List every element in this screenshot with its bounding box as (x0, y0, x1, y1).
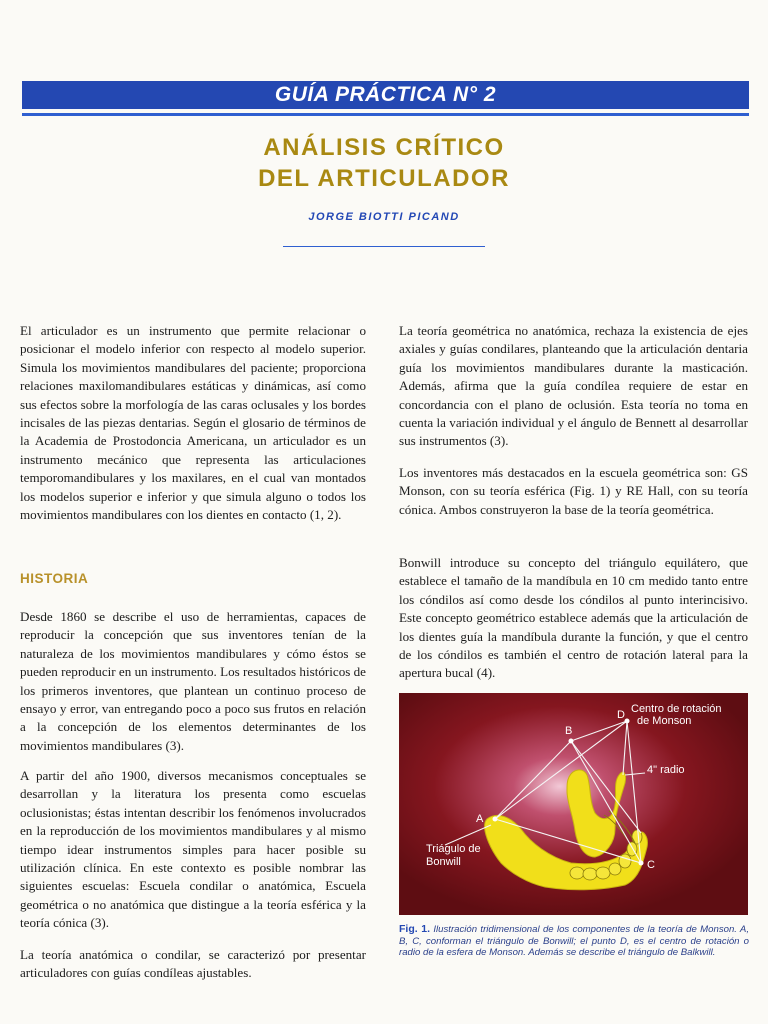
page-title-line-2: DEL ARTICULADOR (258, 165, 510, 192)
tooth (619, 854, 631, 868)
figure-number: Fig. 1. (399, 923, 431, 935)
right-text-3: Bonwill introduce su concepto del triángulo equilátero, que establece el tamaño de la mandíbula en 10 cm medido tanto entre los cóndilos así como desde los cóndilos al punto interincisivo. Este concepto geométrico establece además que la articulación de los dientes guía la mandíbula durante la función, y que el centro de los cóndilos es también el centro de rotación lateral para la apertura bucal (4). (399, 555, 748, 681)
left-intro-paragraph (20, 322, 366, 524)
label-point-c: C (647, 859, 655, 871)
label-bonwill-triangle (426, 843, 481, 868)
label-point-d: D (617, 709, 625, 721)
right-paragraph-3 (399, 554, 748, 683)
header-underline (22, 113, 749, 116)
right-text-2: Los inventores más destacados en la escuela geométrica son: GS Monson, con su teoría esférica (Fig. 1) y RE Hall, con su teoría cónica. Ambos construyeron la base de la teoría geométrica. (399, 465, 748, 517)
tooth (583, 868, 597, 880)
point-b-marker (569, 739, 574, 744)
section-heading-wrapper (20, 570, 366, 588)
point-c-marker (639, 861, 644, 866)
caption-text: Ilustración tridimensional de los componentes de la teoría de Monson. A, B, C, conforman el triángulo de Bonwill; el punto D, es el centro de rotación o radio de la esfera de Monson. Además se describe el triángulo de Balkwill. (399, 924, 750, 959)
page-title-line-1: ANÁLISIS CRÍTICO (263, 134, 505, 161)
left-history-paragraph-1 (20, 608, 366, 755)
tooth (570, 867, 584, 879)
point-a-marker (493, 817, 498, 822)
header-title: GUÍA PRÁCTICA N° 2 (274, 83, 497, 106)
point-d-marker (625, 719, 630, 724)
history-text-1: Desde 1860 se describe el uso de herramientas, capaces de reproducir la concepción que sus inventores tenían de la naturaleza de los movimientos mandibulares y cómo éstos se pueden reproducir en un instrumento. Los resultados históricos de los primeros inventores, que plantean un continuo proceso de ensayo y error, van entregando poco a poco sus frutos en relación a la concepción de los elementos determinantes de los movimientos mandibulares (3). (20, 609, 366, 753)
right-text-1: La teoría geométrica no anatómica, rechaza la existencia de ejes axiales y guías condilares, planteando que la articulación dentaria guía los movimientos mandibulares durante la masticación. Además, afirma que la guía condílea requiere de estar en concordancia con el plano de oclusión. Esta teoría no toma en cuenta la variación individual y el ángulo de Bennett al desarrollar sus instrumentos (3). (399, 323, 748, 449)
section-heading-historia: HISTORIA (20, 571, 89, 586)
author-name: JORGE BIOTTI PICAND (308, 211, 460, 223)
label-point-b: B (565, 725, 573, 737)
label-triangle-line-1: Triágulo de (426, 843, 481, 855)
label-triangle-line-2: Bonwill (426, 855, 461, 868)
author-divider (283, 246, 485, 247)
tooth (609, 863, 621, 875)
label-radius: 4" radio (647, 764, 685, 776)
right-paragraph-2 (399, 464, 748, 519)
right-paragraph-1 (399, 322, 748, 451)
intro-text: El articulador es un instrumento que permite relacionar o posicionar el modelo inferior con respecto al modelo superior. Simula los movimientos mandibulares del paciente; proporciona relaciones maxilomandibulares estáticas y dinámicas, así como sus efectos sobre la morfología de las caras oclusales y los bordes incisales de las piezas dentarias. Según el glosario de términos de la Academia de Prostodoncia Americana, un articulador es un instrumento mecánico que representa las articulaciones temporomandibulares y los maxilares, en el cual van montados los modelos superior e inferior y que simula alguno o todos los movimientos mandibulares con los dientes en contacto (1, 2). (20, 323, 366, 523)
figure-caption (399, 924, 749, 959)
left-history-paragraph-3 (20, 946, 366, 983)
history-text-3: La teoría anatómica o condilar, se caracterizó por presentar articuladores con guías condíleas ajustables. (20, 947, 366, 981)
label-center-line-2: de Monson (637, 715, 692, 727)
header-bar (22, 81, 749, 109)
label-center-of-rotation (631, 703, 722, 727)
left-history-paragraph-2 (20, 767, 366, 933)
tooth (596, 867, 610, 879)
label-center-line-1: Centro de rotación (631, 703, 722, 715)
history-text-2: A partir del año 1900, diversos mecanismos conceptuales se desarrollan y la literatura los presenta como escuelas oclusionistas; éstas intentan describir los fenómenos involucrados en la reproducción de los movimientos mandibulares y al mismo tiempo idear instrumentos simples para hacer posible su utilización clínica. En este contexto es posible nombrar las siguientes escuelas: Escuela condilar o anatómica, Escuela geométrica o no anatómica que distingue a la teoría esférica y la teoría cónica (3). (20, 768, 366, 931)
page-title (0, 132, 768, 194)
figure-monson-illustration (399, 693, 748, 915)
label-point-a: A (476, 813, 484, 825)
